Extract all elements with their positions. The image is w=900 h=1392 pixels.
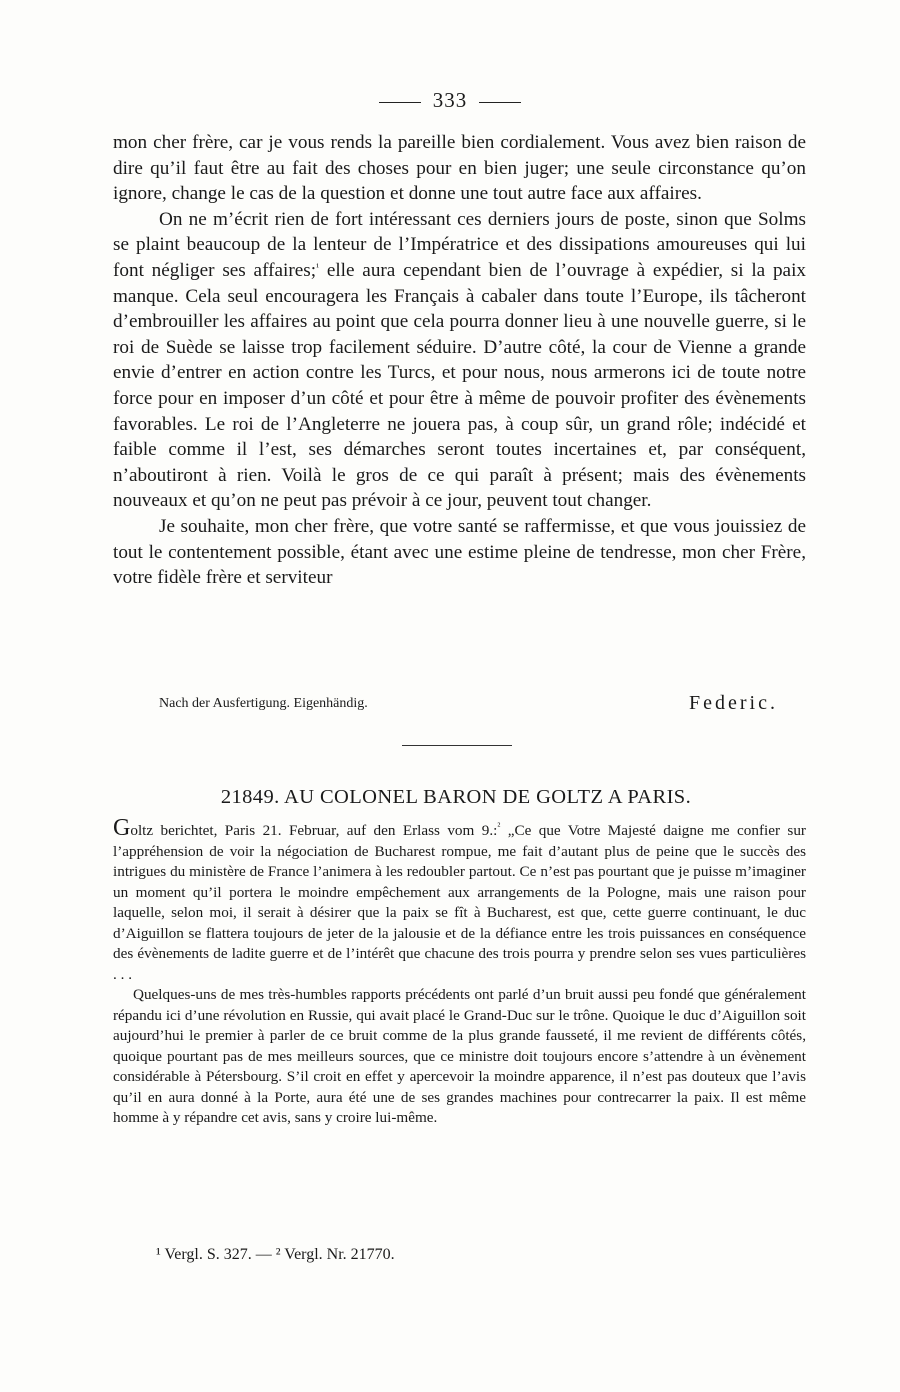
letter-body: [113, 130, 806, 591]
letter-paragraph-2: [113, 207, 806, 514]
source-note: Nach der Ausfertigung. Eigenhändig.: [159, 696, 368, 711]
signature-row: [113, 692, 806, 718]
report-paragraph-2: Quelques-uns de mes très-humbles rapports précédents ont parlé d’un bruit aussi peu fondé que généralement répandu ici d’une révolution en Russie, qui avait placé le Grand-Duc sur le trône. Quoique le duc d’Aiguillon soit aujourd’hui le premier à parler de ce bruit comme de la plus grande fausseté, il me revient de différents côtés, quoique pourtant pas de mes meilleurs sources, que ce ministre doit toujours encore s’attendre à un évènement considérable à Pétersbourg. S’il croit en effet y apercevoir la moindre apparence, il n’est pas douteux que l’avis qu’il en aura donné à la Porte, aura été une de ses grandes machines pour contrecarrer la paix. Il est même homme à y répandre cet avis, sans y croire lui-même.: [113, 986, 806, 1126]
report-paragraph-1-text-b: „Ce que Votre Majesté daigne me confier sur l’appréhension de voir la négociation de Bucharest rompue, me fait d’autant plus de peine que le succès des intrigues du ministère de France l’animera à les redoubler partout. Ce n’est pas pourtant que je puisse m’imaginer un moment qu’il portera le moindre empêchement aux arrangements de la Pologne, mais une raison pour laquelle, selon moi, il serait à désirer que la paix se fît à Bucharest, est que, cette guerre continuant, le duc d’Aiguillon se flattera toujours de jeter de la jalousie et de la défiance entre les trois puissances en conséquence des évènements de ladite guerre et de l’intérêt que chacune des trois pourra y prendre selon ses vues particulières . . .: [113, 822, 806, 983]
footnote-ref-1: ¹: [316, 261, 320, 273]
footnote-ref-2: ²: [497, 821, 501, 832]
section-heading: 21849. AU COLONEL BARON DE GOLTZ A PARIS.: [220, 786, 692, 808]
header-rule-left: [379, 102, 421, 103]
letter-paragraph-2-text-a: On ne m’écrit rien de fort intéressant ces derniers jours de poste, sinon que Solms se plaint beaucoup de la lenteur de l’Impératrice et des dissipations amoureuses qui lui font négliger ses affaires;: [113, 208, 806, 281]
report-dropcap: G: [113, 815, 131, 841]
letter-paragraph-1: mon cher frère, car je vous rends la pareille bien cordialement. Vous avez bien raison de dire qu’il faut être au fait des choses pour en bien juger; une seule circonstance qu’on ignore, change le cas de la question et donne une tout autre face aux affaires.: [113, 132, 806, 205]
letter-paragraph-3: Je souhaite, mon cher frère, que votre santé se raffermisse, et que vous jouissiez de tout le contentement possible, étant avec une estime pleine de tendresse, mon cher Frère, votre fidèle frère et serviteur: [113, 515, 806, 589]
report-body: [113, 815, 806, 1129]
signature: Federic.: [689, 692, 778, 714]
footnotes: ¹ Vergl. S. 327. — ² Vergl. Nr. 21770.: [156, 1246, 395, 1263]
report-paragraph-1: [113, 815, 806, 985]
page-number: 333: [432, 88, 468, 112]
header-rule-right: [479, 102, 521, 103]
page-header: [0, 88, 900, 113]
section-divider: [402, 745, 512, 746]
report-paragraph-1-text-a: oltz berichtet, Paris 21. Februar, auf den Erlass vom 9.:: [130, 822, 498, 839]
letter-paragraph-2-text-b: elle aura cependant bien de l’ouvrage à expédier, si la paix manque. Cela seul encouragera les Français à cabaler dans toute l’Europe, ils tâcheront d’embrouiller les affaires au point que cela pourra donner lieu à une nouvelle guerre, si le roi de Suède se laisse trop facilement séduire. D’autre côté, la cour de Vienne a grande envie d’entrer en action contre les Turcs, et pour nous, nous armerons ici de toute notre force pour en imposer d’un côté et pour être à même de pouvoir profiter des évènements favorables. Le roi de l’Angleterre ne jouera pas, à coup sûr, un grand rôle; indécidé et faible comme il l’est, ses démarches seront toutes incertaines et, par conséquent, n’aboutiront à rien. Voilà le gros de ce qui paraît à présent; mais des évènements nouveaux et qu’on ne peut pas prévoir à ce jour, peuvent tout changer.: [113, 259, 807, 512]
